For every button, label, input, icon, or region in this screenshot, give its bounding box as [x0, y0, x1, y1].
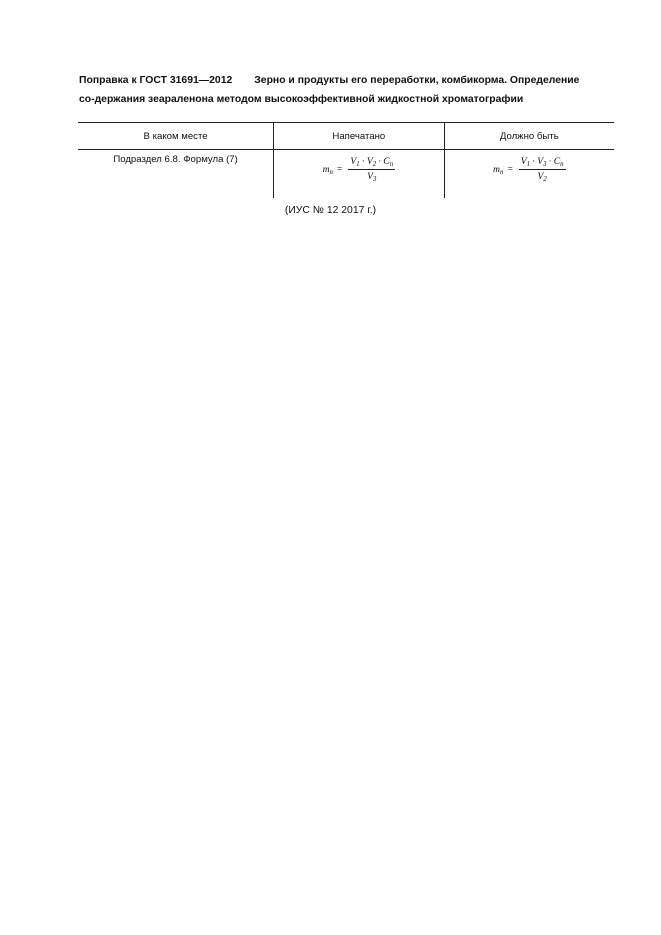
- printed-numerator: $V_1 \cdot V_2 \cdot C_n$: [350, 156, 394, 168]
- correct-formula: $m_n$ = $\frac{V_1 \cdot V_3 \cdot C_n}{V_2}$: [493, 156, 564, 183]
- document-heading: [79, 72, 619, 109]
- cell-location: Подраздел 6.8. Формула (7): [113, 154, 238, 165]
- header-printed: Напечатано: [274, 123, 444, 150]
- printed-denominator: $V_3$: [367, 171, 377, 183]
- table-row: [78, 150, 614, 199]
- amendment-ref: Поправка к ГОСТ 31691—2012: [79, 75, 233, 86]
- cell-correct-formula: [444, 150, 614, 199]
- publication-reference: (ИУС № 12 2017 г.): [284, 205, 377, 216]
- standard-title-line1: Зерно и продукты его переработки, комбикорма. Определение: [254, 75, 580, 86]
- correct-denominator: $V_2$: [537, 171, 547, 183]
- table-header-row: [78, 123, 614, 150]
- printed-formula: $m_n$ = $\frac{V_1 \cdot V_2 \cdot C_n}{V_3}$: [322, 156, 394, 183]
- cell-printed-formula: [274, 150, 444, 199]
- amendment-table: [78, 122, 614, 198]
- header-correct: Должно быть: [444, 123, 614, 150]
- header-location: В каком месте: [78, 123, 274, 150]
- standard-title-line2: со-держания зеараленона методом высокоэффективной жидкостной хроматографии: [79, 93, 524, 105]
- correct-numerator: $V_1 \cdot V_3 \cdot C_n$: [520, 156, 564, 168]
